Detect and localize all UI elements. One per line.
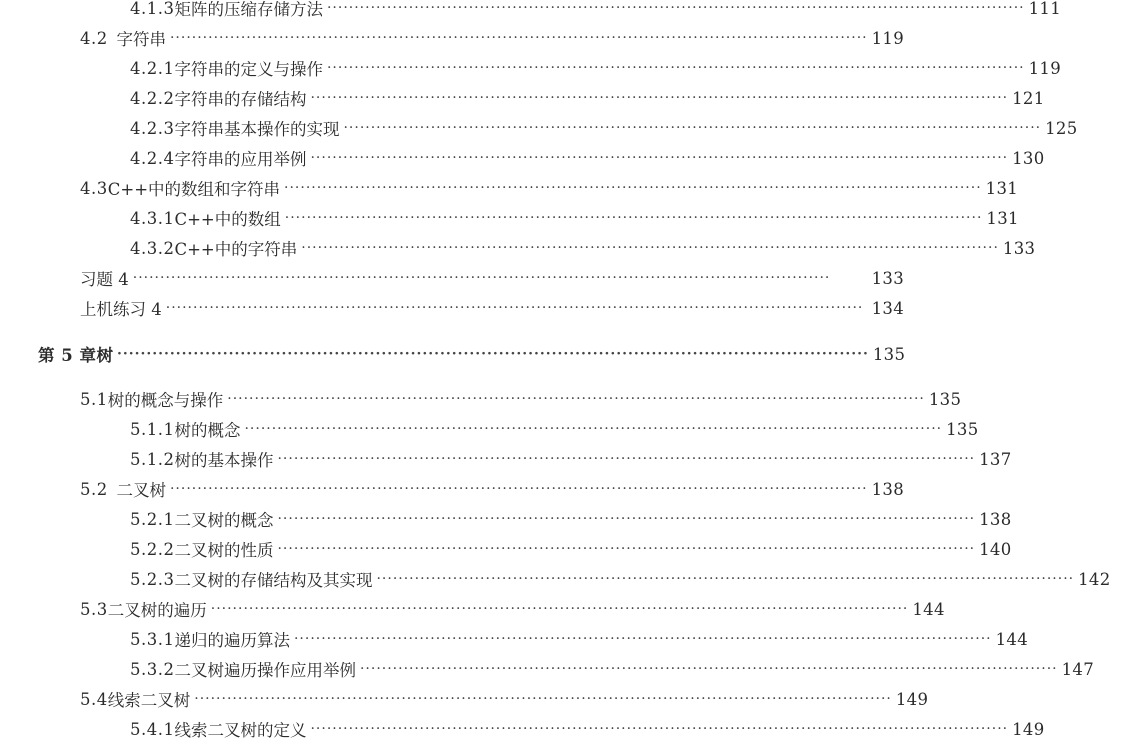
- dot-leader: [327, 60, 1025, 76]
- toc-entry-title: 树: [96, 346, 113, 365]
- toc-entry-number: 5.1: [80, 389, 108, 409]
- toc-entry-page: 147: [1061, 659, 1095, 679]
- toc-entry-title: 二叉树的遍历: [107, 601, 207, 620]
- toc-entry-title: 递归的遍历算法: [174, 631, 290, 650]
- toc-entry-title: C++中的数组: [174, 210, 281, 229]
- toc-entry-title: 线索二叉树的定义: [174, 721, 307, 740]
- toc-entry-title: 二叉树: [116, 481, 166, 500]
- toc-entry-page: 135: [872, 344, 906, 364]
- toc-entry-number: 4.2.2: [130, 88, 175, 108]
- toc-entry-number: 5.3: [80, 599, 108, 619]
- toc-entry-page: 133: [871, 268, 904, 288]
- toc-entry-number: 4.3.1: [130, 208, 175, 228]
- toc-entry-title: 字符串的存储结构: [174, 90, 307, 109]
- toc-entry-title: 上机练习 4: [80, 300, 162, 319]
- toc-entry: [0, 416, 988, 442]
- toc-entry-page: 131: [986, 208, 1019, 228]
- dot-leader: [310, 150, 1008, 166]
- toc-entry-title: 矩阵的压缩存储方法: [174, 0, 323, 19]
- toc-entry-title: 二叉树遍历操作应用举例: [174, 661, 356, 680]
- toc-entry: [0, 55, 1062, 81]
- toc-entry: [0, 265, 938, 291]
- toc-entry-number: 4.2.1: [130, 58, 175, 78]
- dot-leader: [117, 346, 869, 362]
- toc-entry-title: 二叉树的概念: [174, 511, 274, 530]
- toc-entry-page: 131: [985, 178, 1019, 198]
- toc-entry-title: 二叉树的性质: [174, 541, 274, 560]
- dot-leader: [343, 120, 1041, 136]
- dot-leader: [285, 210, 983, 226]
- toc-entry-page: 137: [979, 449, 1012, 469]
- dot-leader: [301, 240, 999, 256]
- toc-entry-page: 149: [895, 689, 929, 709]
- toc-entry-title: 字符串的应用举例: [174, 150, 307, 169]
- toc-entry-title: 习题 4: [80, 270, 129, 289]
- toc-entry-title: 字符串: [116, 30, 166, 49]
- toc-entry-number: 5.2.1: [130, 509, 175, 529]
- toc-entry-number: 5.1.1: [130, 419, 175, 439]
- toc-entry-page: 121: [1012, 88, 1045, 108]
- toc-entry: [0, 0, 1062, 21]
- toc-entry-number: 4.1.3: [130, 0, 175, 18]
- toc-entry-page: 125: [1045, 118, 1078, 138]
- toc-entry-page: 130: [1012, 148, 1045, 168]
- toc-entry: [0, 536, 1012, 562]
- toc-entry-title: 二叉树的存储结构及其实现: [174, 571, 373, 590]
- toc-entry-number: 4.2.3: [130, 118, 175, 138]
- toc-entry: [0, 205, 1019, 231]
- toc-entry-page: 111: [1028, 0, 1062, 18]
- dot-leader: [376, 571, 1074, 587]
- toc-entry-page: 135: [946, 419, 979, 439]
- toc-entry-number: 5.3.2: [130, 659, 175, 679]
- dot-leader: [310, 90, 1008, 106]
- toc-entry-number: 5.3.1: [130, 629, 175, 649]
- dot-leader: [294, 631, 992, 647]
- dot-leader: [194, 691, 892, 707]
- toc-entry: [0, 476, 938, 502]
- toc-entry-page: 119: [1028, 58, 1062, 78]
- toc-entry-number: 4.3.2: [130, 238, 175, 258]
- toc-entry-title: 树的概念: [174, 421, 241, 440]
- toc-entry-number: 5.4.1: [130, 719, 175, 739]
- toc-entry: [0, 656, 1095, 682]
- toc-entry-number: 5.1.2: [130, 449, 175, 469]
- toc-entry-number: 4.2.4: [130, 148, 175, 168]
- dot-leader: [310, 721, 1008, 737]
- toc-entry: [0, 506, 1012, 532]
- dot-leader: [133, 270, 854, 286]
- toc-entry-title: 字符串的定义与操作: [174, 60, 323, 79]
- toc-entry-page: 119: [871, 28, 904, 48]
- toc-entry: [0, 295, 938, 321]
- dot-leader: [284, 180, 982, 196]
- toc-entry-title: C++中的字符串: [174, 240, 298, 259]
- toc-entry: [0, 446, 1012, 472]
- toc-entry: [0, 386, 962, 412]
- toc-entry: [0, 175, 1019, 201]
- toc-entry-page: 140: [979, 539, 1012, 559]
- dot-leader: [227, 391, 925, 407]
- toc-entry: [0, 686, 938, 712]
- toc-entry-page: 142: [1078, 569, 1111, 589]
- toc-entry-page: 144: [995, 629, 1029, 649]
- toc-entry-page: 149: [1012, 719, 1045, 739]
- toc-entry-page: 144: [912, 599, 945, 619]
- toc-entry: [0, 115, 1078, 141]
- dot-leader: [360, 661, 1058, 677]
- toc-entry-number: 5.2.3: [130, 569, 175, 589]
- toc-entry-number: 5.2.2: [130, 539, 175, 559]
- dot-leader: [170, 481, 868, 497]
- dot-leader: [327, 0, 1025, 16]
- toc-entry-page: 135: [928, 389, 962, 409]
- dot-leader: [277, 541, 975, 557]
- toc-entry: [0, 566, 1111, 592]
- toc-entry: [0, 145, 1045, 171]
- toc-entry-title: 树的概念与操作: [107, 391, 224, 410]
- dot-leader: [166, 300, 864, 316]
- toc-entry-title: 字符串基本操作的实现: [174, 120, 340, 139]
- toc-entry: [0, 596, 945, 622]
- toc-entry: [0, 235, 1036, 261]
- toc-chapter-entry: [0, 341, 906, 367]
- toc-entry-page: 138: [979, 509, 1012, 529]
- toc-entry: [0, 25, 938, 51]
- toc-entry-number: 5.2: [80, 479, 108, 499]
- dot-leader: [244, 421, 942, 437]
- dot-leader: [170, 30, 868, 46]
- toc-entry-number: 4.3: [80, 178, 108, 198]
- toc-entry-page: 134: [871, 298, 904, 318]
- dot-leader: [277, 451, 975, 467]
- toc-entry-title: C++中的数组和字符串: [107, 180, 281, 199]
- toc-entry-number: 4.2: [80, 28, 108, 48]
- dot-leader: [277, 511, 975, 527]
- toc-entry-page: 133: [1002, 238, 1036, 258]
- toc-entry-title: 树的基本操作: [174, 451, 274, 470]
- toc-entry-number: 5.4: [80, 689, 108, 709]
- toc-entry: [0, 85, 1045, 111]
- toc-entry: [0, 626, 1029, 652]
- toc-entry-title: 线索二叉树: [107, 691, 191, 710]
- dot-leader: [211, 601, 909, 617]
- toc-entry-number: 第 5 章: [38, 346, 97, 365]
- toc-entry: [0, 716, 1045, 742]
- toc-entry-page: 138: [871, 479, 904, 499]
